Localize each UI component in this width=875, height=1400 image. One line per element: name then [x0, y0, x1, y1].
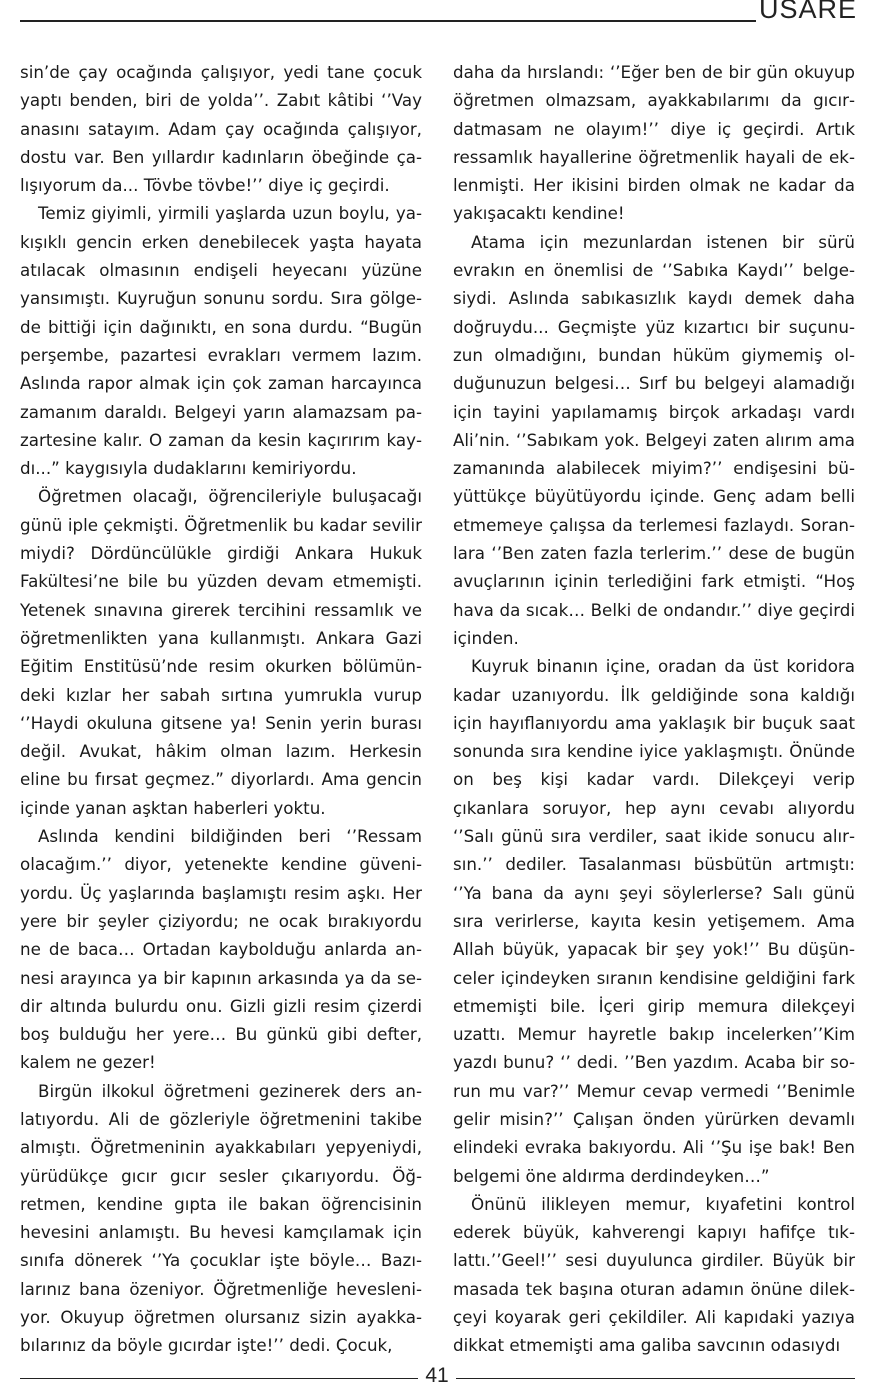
- header-rule: [20, 20, 756, 22]
- paragraph: Temiz giyimli, yirmili yaşlarda uzun boylu, yakışıklı gencin erken denebilecek yaşta hayata atılacak olmasının endişeli heyecanı yüzüne yansımıştı. Kuyruğun sonunu sordu. Sıra gölgede bittiği için dağınıktı, en sona durdu. “Bugün perşembe, pazartesi evrakları vermem lazım. Aslında rapor almak için çok zaman harcayınca zamanım daraldı. Belgeyi yarın alamazsam pazartesine kalır. O zaman da kesin kaçırırım kaydı...” kaygısıyla dudaklarını kemiriyordu.: [20, 203, 422, 479]
- paragraph: Atama için mezunlardan istenen bir sürü evrakın en önemlisi de ‘’Sabıka Kaydı’’ belgesiydi. Aslında sabıkasızlık kaydı demek daha doğruydu... Geçmişte yüz kızartıcı bir suçunuzun olmadığını, bundan hüküm giymemiş olduğunuzun belgesi… Sırf bu belgeyi alamadığı için tayini yapılamamış birçok arkadaşı vardı Ali’nin. ‘’Sabıkam yok. Belgeyi zaten alırım ama zamanında alabilecek miyim?’’ endişesini büyüttükçe büyütüyordu içinde. Genç adam belli etmemeye çalışsa da terlemesi fazlaydı. Soranlara ‘’Ben zaten fazla terlerim.’’ dese de bugün avuçlarının içinin terlediğini fark etmişti. “Hoş hava da sıcak… Belki de ondandır.’’ diye geçirdi içinden.: [453, 231, 855, 648]
- magazine-name: USARE: [758, 0, 857, 24]
- right-column: [453, 58, 855, 1360]
- paragraph: sin’de çay ocağında çalışıyor, yedi tane çocuk yaptı benden, biri de yolda’’. Zabıt kâtibi ‘’Vay anasını satayım. Adam çay ocağında çalışıyor, dostu var. Ben yıllardır kadınların öbeğinde çalışıyorum da... Tövbe tövbe!’’ diye iç geçirdi.: [20, 62, 422, 196]
- footer-rule-right: [456, 1378, 855, 1379]
- paragraph: Önünü ilikleyen memur, kıyafetini kontrol ederek büyük, kahverengi kapıyı hafifçe tıklattı.’’Geel!’’ sesi duyulunca girdiler. Büyük bir masada tek başına oturan adamın önüne dilekçeyi koyarak geri çekildiler. Ali kapıdaki yazıya dikkat etmemişti ama galiba savcının odasıydı: [453, 1193, 855, 1356]
- footer-rule-left: [20, 1378, 418, 1379]
- paragraph: Kuyruk binanın içine, oradan da üst koridora kadar uzanıyordu. İlk geldiğinde sona kaldığı için hayıflanıyordu ama yaklaşık bir buçuk saat sonunda sıra kendine iyice yaklaşmıştı. Önünde on beş kişi kadar vardı. Dilekçeyi verip çıkanlara soruyor, hep aynı cevabı alıyordu ‘’Salı günü sıra verdiler, saat ikide sonucu alırsın.’’ dediler. Tasalanması büsbütün artmıştı: ‘’Ya bana da aynı şeyi söylerlerse? Salı günü sıra verirlerse, kayıta kesin yetişemem. Ama Allah büyük, yapacak bir şey yok!’’ Bu düşünceler içindeyken sıranın kendisine geldiğini fark etmemişti bile. İçeri girip memura dilekçeyi uzattı. Memur hayretle bakıp incelerken’’Kim yazdı bunu? ‘’ dedi. ’’Ben yazdım. Acaba bir sorun mu var?’’ Memur cevap vermedi ‘’Benimle gelir misin?’’ Çalışan önden yürürken devamlı elindeki evraka bakıyordu. Ali ‘’Şu işe bak! Ben belgemi öne aldırma derdindeyken…”: [453, 656, 855, 1186]
- paragraph: Birgün ilkokul öğretmeni gezinerek ders anlatıyordu. Ali de gözleriyle öğretmenini takibe almıştı. Öğretmeninin ayakkabıları yepyeniydi, yürüdükçe gıcır gıcır sesler çıkarıyordu. Öğretmen, kendine gıpta ile bakan öğrencisinin hevesini anlamıştı. Bu hevesi kamçılamak için sınıfa dönerek ‘’Ya çocuklar işte böyle… Bazılarınız bana özeniyor. Öğretmenliğe hevesleniyor. Okuyup öğretmen olursanız sizin ayakkabılarınız da böyle gıcırdar işte!’’ dedi. Çocuk,: [20, 1080, 422, 1356]
- left-column: [20, 58, 422, 1360]
- paragraph: daha da hırslandı: ‘’Eğer ben de bir gün okuyup öğretmen olmazsam, ayakkabılarımı da gıcırdatmasam ne olayım!’’ diye iç geçirdi. Artık ressamlık hayallerine öğretmenlik hayali de eklenmişti. Her ikisini birden olmak ne kadar da yakışacaktı kendine!: [453, 62, 855, 224]
- paragraph: Öğretmen olacağı, öğrencileriyle buluşacağı günü iple çekmişti. Öğretmenlik bu kadar sevilir miydi? Dördüncülükle girdiği Ankara Hukuk Fakültesi’ne bile bu yüzden devam etmemişti. Yetenek sınavına girerek tercihini ressamlık ve öğretmenlikten yana kullanmıştı. Ankara Gazi Eğitim Enstitüsü’nde resim okurken bölümündeki kızlar her sabah sırtına yumrukla vurup ‘’Haydi okuluna gitsene ya! Senin yerin burası değil. Avukat, hâkim olman lazım. Herkesin eline bu fırsat geçmez.” diyorlardı. Ama gencin içinde yanan aşktan haberleri yoktu.: [20, 486, 422, 818]
- paragraph: Aslında kendini bildiğinden beri ‘’Ressam olacağım.’’ diyor, yetenekte kendine güveniyordu. Üç yaşlarında başlamıştı resim aşkı. Her yere bir şeyler çiziyordu; ne ocak bırakıyordu ne de baca… Ortadan kaybolduğu anlarda annesi arayınca ya bir kapının arkasında ya da sedir altında bulurdu onu. Gizli gizli resim çizerdi boş bulduğu her yere… Bu günkü gibi defter, kalem ne gezer!: [20, 826, 422, 1073]
- page-number: 41: [425, 1364, 449, 1387]
